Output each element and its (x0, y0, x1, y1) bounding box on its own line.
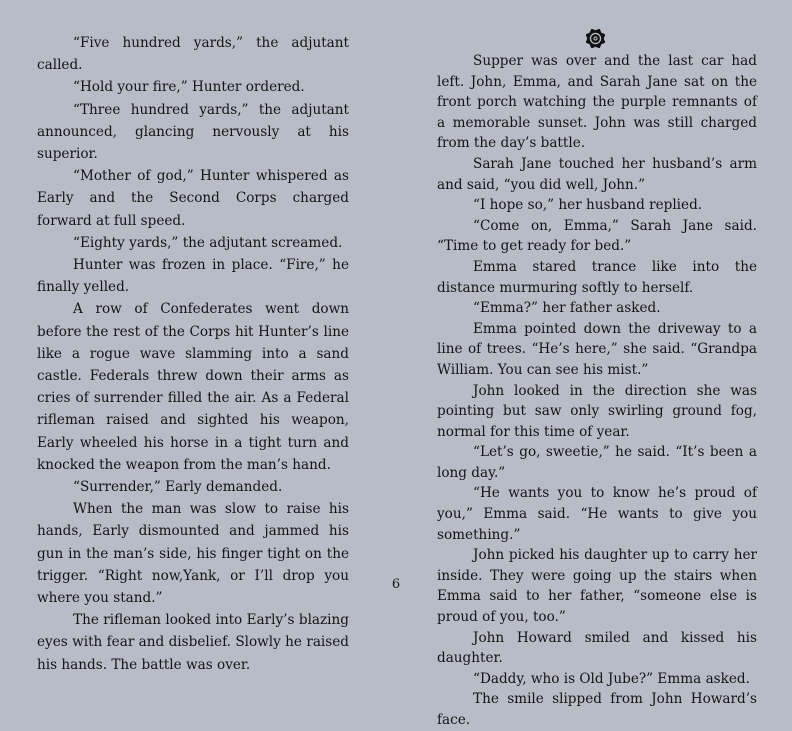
paragraph: “Daddy, who is Old Jube?” Emma asked. (473, 670, 750, 687)
paragraph: Emma pointed down the driveway to a line of trees. “He’s here,” she said. “Grandpa William. You can see his mist.” (437, 320, 757, 378)
paragraph: “He wants you to know he’s proud of you,” Emma said. “He wants to give you something.” (437, 485, 757, 543)
paragraph: John looked in the direction she was pointing but saw only swirling ground fog, normal for this time of year. (437, 382, 757, 440)
paragraph: The smile slipped from John Howard’s face. (437, 691, 757, 728)
paragraph: “I hope so,” her husband replied. (473, 197, 703, 214)
right-page-column (437, 51, 757, 731)
paragraph: “Mother of god,” Hunter whispered as Early and the Second Corps charged forward at full speed. (37, 168, 349, 229)
paragraph: John Howard smiled and kissed his daughter. (437, 629, 757, 667)
paragraph: “Emma?” her father asked. (473, 300, 661, 317)
paragraph: “Come on, Emma,” Sarah Jane said. “Time to get ready for bed.” (437, 217, 757, 255)
paragraph: When the man was slow to raise his hands, Early dismounted and jammed his gun in the man’s side, his finger tight on the trigger. “Right now,Yank, or I’ll drop you where you stand.” (37, 501, 349, 607)
paragraph: “Eighty yards,” the adjutant screamed. (73, 234, 343, 251)
paragraph: Supper was over and the last car had left. John, Emma, and Sarah Jane sat on the front porch watching the purple remnants of a memorable sunset. John was still charged from the day’s battle. (437, 53, 757, 152)
paragraph: “Three hundred yards,” the adjutant announced, glancing nervously at his superior. (37, 101, 349, 163)
paragraph: “Surrender,” Early demanded. (73, 479, 283, 496)
page-number: 6 (391, 577, 401, 592)
paragraph: Emma stared trance like into the distance murmuring softly to herself. (437, 258, 757, 296)
paragraph: A row of Confederates went down before the rest of the Corps hit Hunter’s line like a rogue wave slamming into a sand castle. Federals threw down their arms as cries of surrender filled the air. As a Federal rifleman raised and sighted his weapon, Early wheeled his horse in a tight turn and knocked the weapon from the man’s hand. (37, 301, 349, 473)
paragraph: Sarah Jane touched her husband’s arm and said, “you did well, John.” (437, 155, 757, 193)
paragraph: “Five hundred yards,” the adjutant called. (37, 35, 349, 74)
paragraph: The rifleman looked into Early’s blazing eyes with fear and disbelief. Slowly he raised his hands. The battle was over. (37, 612, 349, 673)
paragraph: “Hold your fire,” Hunter ordered. (73, 79, 305, 96)
scene-break-ornament-icon (586, 29, 605, 48)
paragraph: John picked his daughter up to carry her inside. They were going up the stairs when Emma said to her father, “someone else is proud of you, too.” (437, 547, 757, 626)
paragraph: Hunter was frozen in place. “Fire,” he finally yelled. (37, 257, 349, 296)
paragraph: “Let’s go, sweetie,” he said. “It’s been a long day.” (437, 444, 757, 481)
